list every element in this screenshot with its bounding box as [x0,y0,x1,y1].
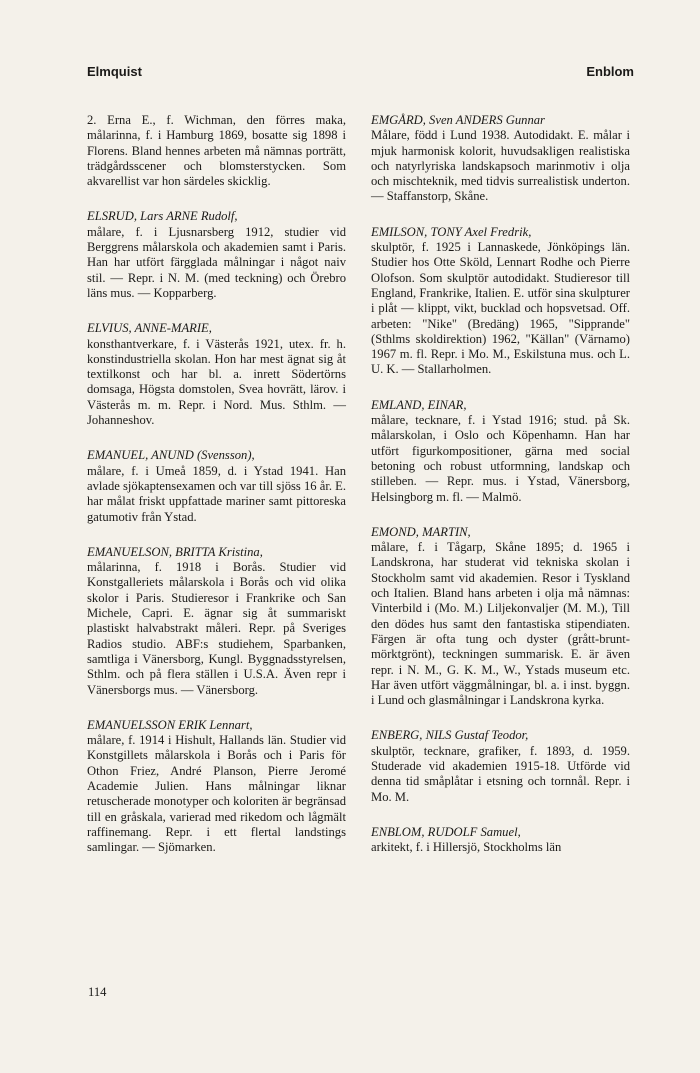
entry-emgard [371,113,630,205]
entry-emilson [371,225,630,378]
entry-emanuel [87,448,346,524]
entry-heading: EMANUELSON, BRITTA Kristina, [87,544,263,559]
header-right-word: Enblom [586,64,634,79]
entry-heading: EMANUELSSON ERIK Lennart, [87,717,253,732]
entry-heading: EMOND, MARTIN, [371,524,471,539]
entry-body: 2. Erna E., f. Wichman, den förres maka, målarinna, f. i Hamburg 1869, bosatte sig 1898 i Florens. Bland hennes arbeten må nämnas porträtt, trädgårdsscener och blomsterstycken. Som akvarellist var hon särdeles skicklig. [87,113,346,189]
entry-heading: ENBLOM, RUDOLF Samuel, [371,824,521,839]
entry-erna-elmquist [87,113,346,189]
entry-body: målare, tecknare, f. i Ystad 1916; stud. på Sk. målarskolan, i Oslo och Köpenhamn. Han har utfört figurkompositioner, gärna med social betoning och robust utformning, landskap och stilleben. — Repr. mus. i Ystad, Vänersborg, Helsingborg m. fl. — Malmö. [371,413,630,504]
entry-body: Målare, född i Lund 1938. Autodidakt. E. målar i mjuk harmonisk kolorit, huvudsakligen realistiska och natyrlyriska landskapsoch marinmotiv i olja och mischteknik, med tidvis surrealistisk underton. — Staffanstorp, Skåne. [371,128,630,204]
header-left-word: Elmquist [87,64,142,79]
entry-body: målarinna, f. 1918 i Borås. Studier vid Konstgalleriets målarskola i Borås och vid olika skolor i Paris. Studieresor i Frankrike och San Michele, Capri. E. ägnar sig åt summariskt plastiskt halvabstrakt måleri. Repr. på Sveriges Radios studio. ABF:s studiehem, Sparbanken, samtliga i Vänersborg, Kungl. Byggnadsstyrelsen, Sthlm. och på flera ställen i U.S.A. Även repr i Vänersborgs mus. — Vänersborg. [87,560,346,697]
entry-body: konsthantverkare, f. i Västerås 1921, utex. fr. h. konstindustriella skolan. Hon har mest ägnat sig åt textilkonst och har bl. a. inrett Södertörns domsaga, Högsta domstolen, Svea hovrätt, lärov. i Västerås m. m. Repr. i Nord. Mus. Sthlm. — Johanneshov. [87,336,346,428]
entry-body: målare, f. i Umeå 1859, d. i Ystad 1941. Han avlade sjökaptensexamen och var till sjöss 16 år. E. har målat friskt uppfattade mariner samt pittoreska gatumotiv från Ystad. [87,463,346,524]
left-column [87,113,346,875]
entry-body: målare, f. i Tågarp, Skåne 1895; d. 1965 i Landskrona, har studerat vid tekniska skolan i Stockholm samt vid akademien. Resor i Tyskland och Italien. Bland hans arbeten i olja må nämnas: Vinterbild i (Mo. M.) Liljekonvaljer (M. M.), Till den dödes hus samt den fantastiska stipendiaten. Färgen är ofta tung och dyster (grått-brunt-mörktgrönt), teckningen summarisk. E. är även repr. i N. M., G. K. M., W., Ystads museum etc. Har även utfört väggmålningar, bl. a. i inst. byggn. i Lund och glasmålningar i Landskrona kyrka. [371,540,630,708]
page-number: 114 [88,985,107,999]
entry-body: skulptör, tecknare, grafiker, f. 1893, d. 1959. Studerade vid akademien 1915-18. Utförde vid denna tid småplåtar i etsning och tornnål. Repr. i Mo. M. [371,743,630,804]
entry-emanuelsson [87,718,346,856]
entry-emond [371,525,630,709]
entry-body: skulptör, f. 1925 i Lannaskede, Jönköpings län. Studier hos Otte Sköld, Lennart Rodhe och Pierre Olofson. Som skulptör autodidakt. Studieresor till England, Frankrike, Italien. E. utför sina skulpturer i plåt — klippt, vikt, bucklad och hopsvetsad. Off. arbeten: "Nike" (Bredäng) 1965, "Sipprande" (Sthlms skoldirektion) 1962, "Källan" (Värnamo) 1967 m. fl. Repr. i Mo. M., Eskilstuna mus. och L. U. K. — Stallarholmen. [371,240,630,377]
entry-elvius [87,321,346,428]
entry-heading: ENBERG, NILS Gustaf Teodor, [371,728,529,743]
entry-heading: ELVIUS, ANNE-MARIE, [87,321,212,336]
entry-enberg [371,728,630,804]
right-column [371,113,630,875]
entry-heading: ELSRUD, Lars ARNE Rudolf, [87,209,238,224]
entry-heading: EMGÅRD, Sven ANDERS Gunnar [371,113,545,127]
entry-elsrud [87,209,346,301]
entry-enblom [371,825,630,856]
entry-emanuelson [87,545,346,698]
entry-body: målare, f. i Ljusnarsberg 1912, studier vid Berggrens målarskola och akademien samt i Paris. Han har utfört färgglada målningar i något naiv stil. — Repr. i N. M. (med teckning) och Örebro läns mus. — Kopparberg. [87,224,346,300]
entry-emland [371,398,630,505]
entry-body: arkitekt, f. i Hillersjö, Stockholms län [371,840,562,855]
entry-body: målare, f. 1914 i Hishult, Hallands län. Studier vid Konstgillets målarskola i Borås och i Paris för Othon Friez, André Planson, Pierre Jeromé Academie Julien. Hans målningar liknar retuscherade monotyper och koloriten är begränsad till en gråskala, varierad med rikedom och lågmält raffinemang. Repr. i ett flertal landstings samlingar. — Sjömarken. [87,733,346,855]
entry-heading: EMILSON, TONY Axel Fredrik, [371,224,532,239]
entry-heading: EMANUEL, ANUND (Svensson), [87,448,255,463]
entry-heading: EMLAND, EINAR, [371,397,467,412]
